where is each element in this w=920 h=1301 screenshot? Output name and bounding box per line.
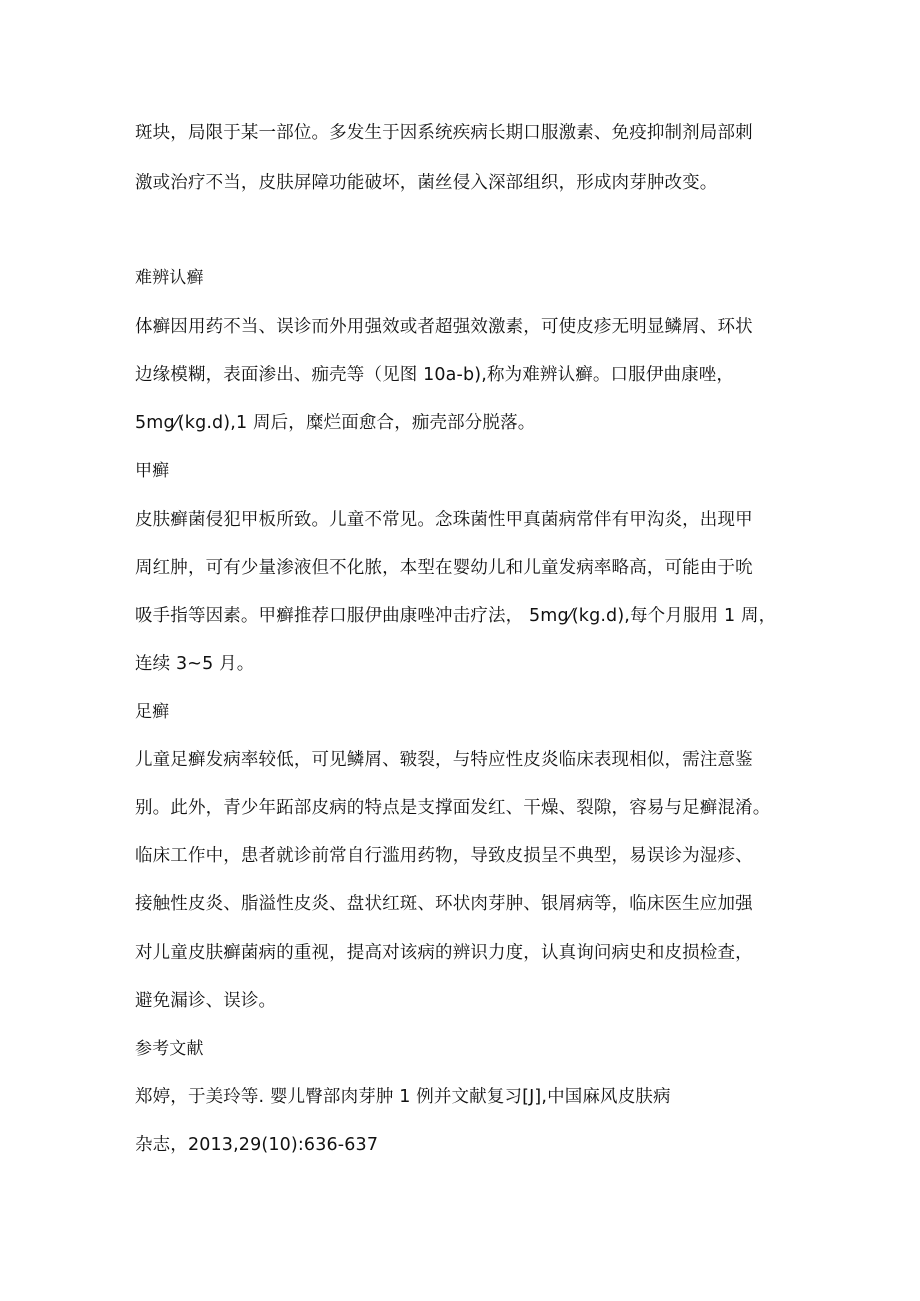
onychomycosis-line-3: 吸手指等因素。甲癣推荐口服伊曲康唑冲击疗法， 5mg⁄(kg.d),每个月服用 1 周， [135, 606, 777, 626]
section-heading-onychomycosis: 甲癣 [135, 461, 170, 481]
onychomycosis-line-2: 周红肿，可有少量渗液但不化脓，本型在婴幼儿和儿童发病率略高，可能由于吮 [135, 558, 753, 578]
difficult-tinea-line-3: 5mg⁄(kg.d),1 周后，糜烂面愈合，痂壳部分脱落。 [135, 413, 536, 433]
tinea-pedis-line-2: 别。此外，青少年跖部皮病的特点是支撑面发红、干燥、裂隙，容易与足癣混淆。 [135, 798, 771, 818]
intro-line-2: 激或治疗不当，皮肤屏障功能破坏，菌丝侵入深部组织，形成肉芽肿改变。 [135, 173, 718, 193]
reference-line-2: 杂志，2013,29(10):636-637 [135, 1135, 379, 1155]
section-heading-tinea-pedis: 足癣 [135, 702, 170, 722]
tinea-pedis-line-6: 避免漏诊、误诊。 [135, 991, 277, 1011]
tinea-pedis-line-1: 儿童足癣发病率较低，可见鳞屑、皲裂，与特应性皮炎临床表现相似，需注意鉴 [135, 750, 753, 770]
onychomycosis-line-4: 连续 3~5 月。 [135, 654, 255, 674]
section-heading-references: 参考文献 [135, 1039, 204, 1059]
difficult-tinea-line-2: 边缘模糊，表面渗出、痂壳等（见图 10a-b),称为难辨认癣。口服伊曲康唑， [135, 365, 735, 385]
difficult-tinea-line-1: 体癣因用药不当、误诊而外用强效或者超强效激素，可使皮疹无明显鳞屑、环状 [135, 317, 753, 337]
tinea-pedis-line-5: 对儿童皮肤癣菌病的重视，提高对该病的辨识力度，认真询问病史和皮损检查， [135, 943, 753, 963]
reference-line-1: 郑婷，于美玲等. 婴儿臀部肉芽肿 1 例并文献复习[J],中国麻风皮肤病 [135, 1087, 671, 1107]
intro-line-1: 斑块，局限于某一部位。多发生于因系统疾病长期口服激素、免疫抑制剂局部刺 [135, 123, 753, 143]
section-heading-difficult-tinea: 难辨认癣 [135, 268, 204, 288]
tinea-pedis-line-4: 接触性皮炎、脂溢性皮炎、盘状红斑、环状肉芽肿、银屑病等，临床医生应加强 [135, 894, 753, 914]
onychomycosis-line-1: 皮肤癣菌侵犯甲板所致。儿童不常见。念珠菌性甲真菌病常伴有甲沟炎，出现甲 [135, 510, 753, 530]
tinea-pedis-line-3: 临床工作中，患者就诊前常自行滥用药物，导致皮损呈不典型，易误诊为湿疹、 [135, 846, 753, 866]
